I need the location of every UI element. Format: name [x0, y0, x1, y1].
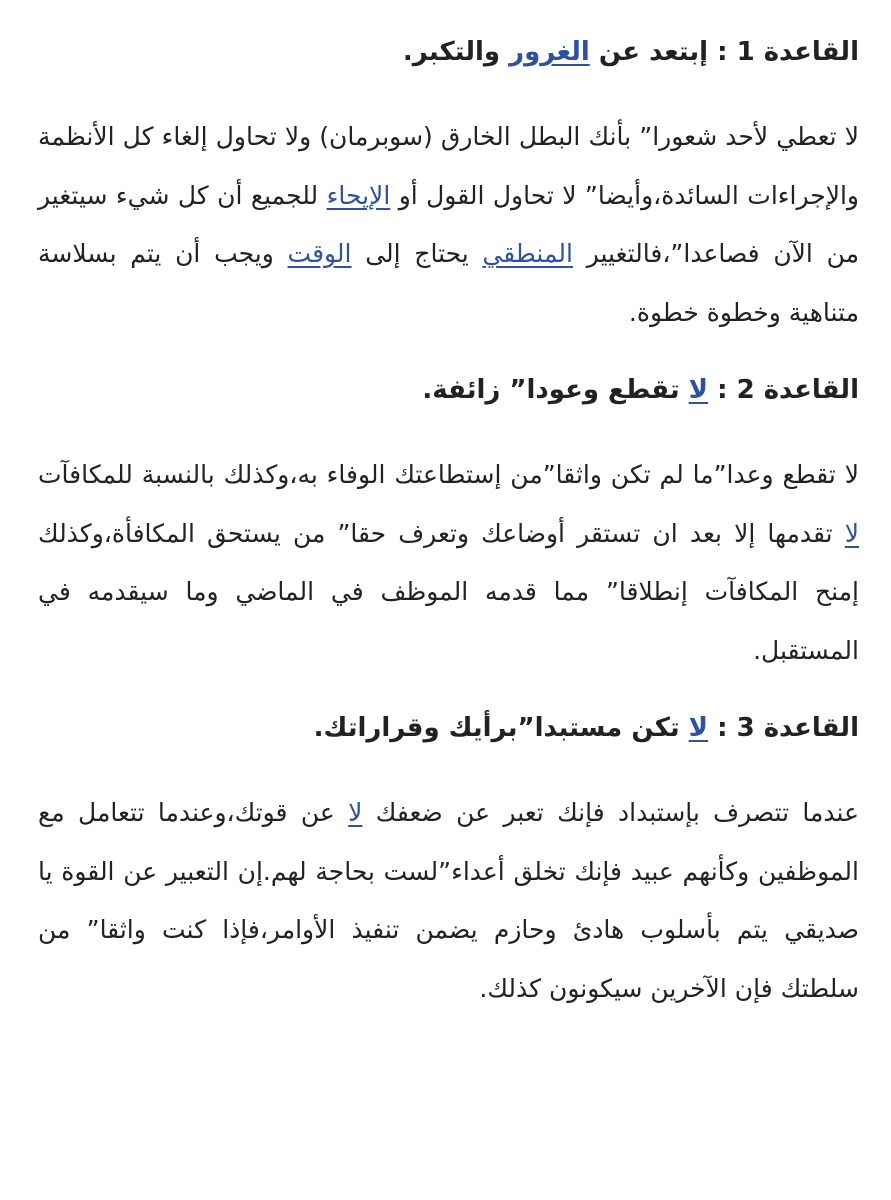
rule-1-heading-text: القاعدة 1 : إبتعد عن: [589, 37, 859, 67]
rule-2-text-a: لا تقطع وعدا”ما لم تكن واثقا”من إستطاعتك الوفاء به،وكذلك بالنسبة للمكافآت: [38, 460, 859, 489]
link-no-rewards[interactable]: لا: [844, 518, 859, 548]
rule-3-paragraph: [38, 784, 859, 1018]
link-time[interactable]: الوقت: [287, 239, 352, 268]
rule-3-heading: [38, 706, 859, 750]
rule-1-text-c: يحتاج إلى: [351, 239, 483, 268]
rule-1-paragraph: [38, 108, 859, 342]
rule-2-heading-text-end: تقطع وعودا” زائفة.: [422, 375, 689, 405]
rule-2-text-b: تقدمها إلا بعد ان تستقر أوضاعك وتعرف حقا” من يستحق المكافأة،وكذلك إمنح المكافآت إنطلاقا” مما قدمه الموظف في الماضي وما سيقدمه في المستقبل.: [38, 518, 859, 665]
rule-1-heading-text-end: والتكبر.: [402, 37, 510, 67]
rule-1-text-a: لا تعطي لأحد شعورا” بأنك البطل الخارق (سوبرمان) ولا تحاول إلغاء كل الأنظمة والإجراءات السائدة،وأيضا” لا تحاول القول أو: [38, 122, 860, 210]
link-no-heading-3[interactable]: لا: [688, 713, 709, 743]
rule-1-heading: [38, 30, 859, 74]
link-suggestion[interactable]: الإيحاء: [326, 180, 391, 210]
rule-2-heading-text: القاعدة 2 :: [708, 375, 859, 405]
rule-2-heading: [38, 368, 859, 412]
rule-3-heading-text: القاعدة 3 :: [708, 713, 859, 743]
rule-2-paragraph: [38, 446, 859, 680]
link-no-strength[interactable]: لا: [348, 798, 363, 827]
link-arrogance[interactable]: الغرور: [509, 37, 590, 67]
rule-1-text-d: ويجب أن يتم بسلاسة متناهية وخطوة خطوة.: [38, 239, 859, 327]
rule-3-heading-text-end: تكن مستبدا”برأيك وقراراتك.: [313, 713, 689, 743]
link-no-heading-2[interactable]: لا: [688, 375, 709, 405]
rule-3-text-b: عن قوتك،وعندما تتعامل مع الموظفين وكأنهم عبيد فإنك تخلق أعداء”لست بحاجة لهم.إن التعبير عن القوة يا صديقي يتم بأسلوب هادئ وحازم يضمن تنفيذ الأوامر،فإذا كنت واثقا” من سلطتك فإن الآخرين سيكونون كذلك.: [38, 798, 859, 1003]
link-logical[interactable]: المنطقي: [482, 239, 573, 268]
rule-1-text-b: للجميع أن كل شيء سيتغير من الآن فصاعدا”،فالتغيير: [38, 180, 860, 268]
rule-3-text-a: عندما تتصرف بإستبداد فإنك تعبر عن ضعفك: [362, 798, 860, 827]
